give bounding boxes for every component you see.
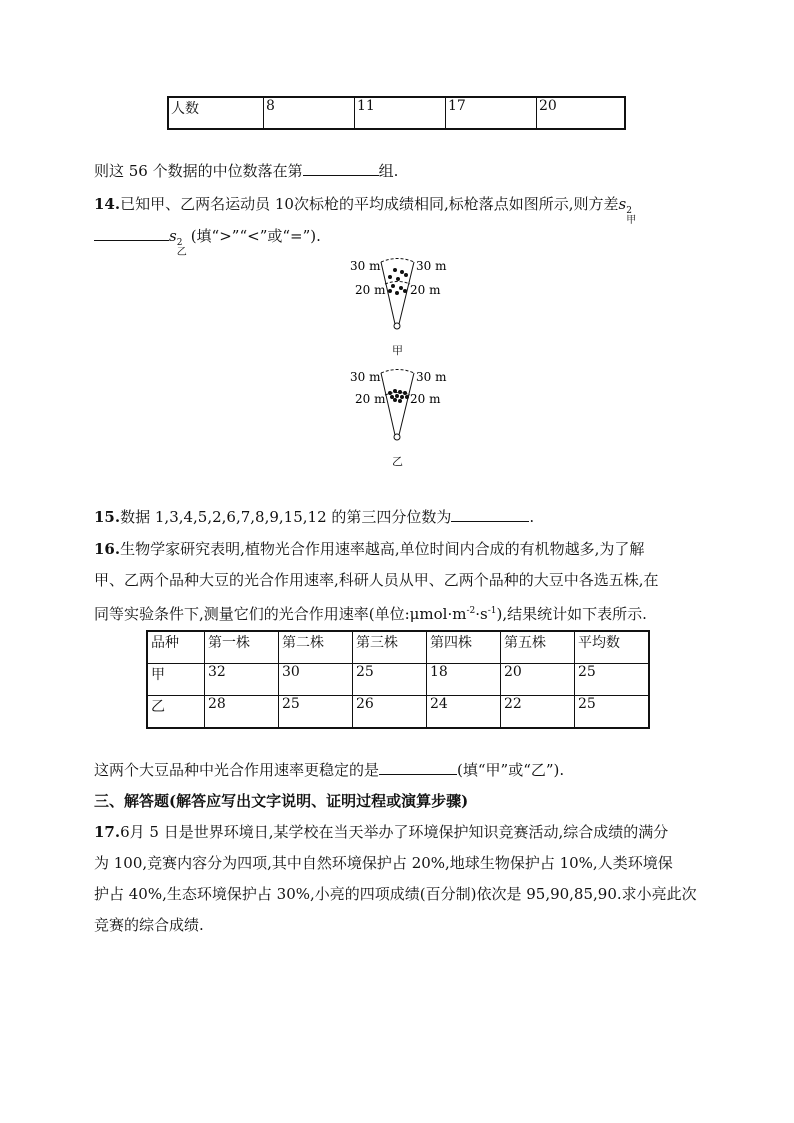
answer-blank	[94, 226, 169, 241]
table-cell: 11	[355, 97, 446, 129]
table-cell: 25	[575, 664, 650, 696]
answer-blank	[451, 507, 529, 522]
subscript: 甲	[626, 215, 637, 226]
figure-caption-yi: 乙	[392, 455, 403, 468]
label-20m-right: 20 m	[410, 283, 441, 297]
table-cell: 人数	[168, 97, 264, 129]
q17-text: 护占 40%,生态环境保护占 30%,小亮的四项成绩(百分制)依次是 95,90,85,90.求小亮此次	[94, 885, 697, 903]
table-cell: 乙	[147, 696, 205, 729]
table-cell: 24	[427, 696, 501, 729]
label-30m-left: 30 m	[350, 259, 381, 273]
figure-caption-jia: 甲	[392, 344, 403, 357]
q17-line3	[94, 884, 697, 904]
question-number: 16.	[94, 540, 121, 558]
q15-end: .	[529, 508, 535, 526]
answer-blank	[303, 161, 379, 176]
table-cell: 18	[427, 664, 501, 696]
q17-line4	[94, 915, 204, 935]
table-row	[147, 664, 649, 696]
q17-text: 竞赛的综合成绩.	[94, 916, 204, 934]
table-row	[168, 97, 625, 129]
table-cell: 25	[279, 696, 353, 729]
q14-text-end: (填“>”“<”或“=”).	[190, 227, 321, 245]
table-header-cell: 平均数	[575, 631, 650, 664]
q13-text-end: 组.	[378, 162, 399, 180]
q15	[94, 507, 534, 527]
q15-text: 数据 1,3,4,5,2,6,7,8,9,15,12 的第三四分位数为	[120, 508, 452, 526]
table-cell: 26	[353, 696, 427, 729]
question-number: 17.	[94, 823, 121, 841]
label-30m-right: 30 m	[416, 370, 447, 384]
table-cell: 28	[205, 696, 279, 729]
q16-text: 甲、乙两个品种大豆的光合作用速率,科研人员从甲、乙两个品种的大豆中各选五株,在	[94, 571, 659, 589]
variance-symbol: s	[618, 195, 627, 213]
subscript: 乙	[176, 247, 187, 258]
q17-line2	[94, 853, 673, 873]
table-cell: 32	[205, 664, 279, 696]
superscript: -1	[487, 606, 497, 616]
table-cell: 30	[279, 664, 353, 696]
q16-text: 这两个大豆品种中光合作用速率更稳定的是	[94, 761, 380, 779]
label-30m-left: 30 m	[350, 370, 381, 384]
q14-text: 已知甲、乙两名运动员 10次标枪的平均成绩相同,标枪落点如图所示,则方差	[120, 195, 619, 213]
q13-tail	[94, 161, 398, 181]
q16-line2	[94, 570, 659, 590]
q16-text: 同等实验条件下,测量它们的光合作用速率(单位:μmol·m	[94, 605, 467, 623]
table-cell: 20	[537, 97, 626, 129]
javelin-figure-jia	[340, 252, 460, 334]
q16-after	[94, 760, 564, 780]
photosynthesis-table	[146, 630, 650, 729]
question-number: 14.	[94, 195, 121, 213]
label-20m-left: 20 m	[355, 283, 386, 297]
table-header-cell: 第五株	[501, 631, 575, 664]
table-header-cell: 第二株	[279, 631, 353, 664]
table-cell: 25	[575, 696, 650, 729]
label-20m-right: 20 m	[410, 392, 441, 406]
superscript: 2	[176, 238, 183, 248]
superscript: -2	[466, 606, 476, 616]
q13-text: 则这 56 个数据的中位数落在第	[94, 162, 303, 180]
table-cell: 22	[501, 696, 575, 729]
javelin-figure-yi	[340, 363, 460, 445]
q17-text: 为 100,竞赛内容分为四项,其中自然环境保护占 20%,地球生物保护占 10%,人类环境保	[94, 854, 673, 872]
table-header-cell: 第三株	[353, 631, 427, 664]
table-header-cell: 第四株	[427, 631, 501, 664]
q16-text: 生物学家研究表明,植物光合作用速率越高,单位时间内合成的有机物越多,为了解	[120, 540, 645, 558]
table-cell: 8	[264, 97, 355, 129]
question-number: 15.	[94, 508, 121, 526]
q14-line1	[94, 194, 640, 226]
table-cell: 25	[353, 664, 427, 696]
frequency-table	[167, 96, 626, 130]
q14-line2	[94, 226, 321, 258]
label-30m-right: 30 m	[416, 259, 447, 273]
answer-blank	[379, 760, 457, 775]
q16-line1	[94, 539, 644, 559]
q17-text: 6月 5 日是世界环境日,某学校在当天举办了环境保护知识竞赛活动,综合成绩的满分	[120, 823, 669, 841]
table-header-cell: 品种	[147, 631, 205, 664]
variance-symbol: s	[169, 227, 177, 245]
section-title: 三、解答题(解答应写出文字说明、证明过程或演算步骤)	[94, 792, 469, 810]
table-cell: 17	[446, 97, 537, 129]
q16-text: (填“甲”或“乙”).	[457, 761, 565, 779]
q17-line1	[94, 822, 668, 842]
table-cell: 甲	[147, 664, 205, 696]
table-header-row	[147, 631, 649, 664]
label-20m-left: 20 m	[355, 392, 386, 406]
table-row	[147, 696, 649, 729]
superscript: 2	[626, 206, 632, 216]
q16-text: ·s	[475, 605, 488, 623]
table-cell: 20	[501, 664, 575, 696]
q16-line3	[94, 601, 647, 624]
q16-text: ),结果统计如下表所示.	[496, 605, 647, 623]
table-header-cell: 第一株	[205, 631, 279, 664]
